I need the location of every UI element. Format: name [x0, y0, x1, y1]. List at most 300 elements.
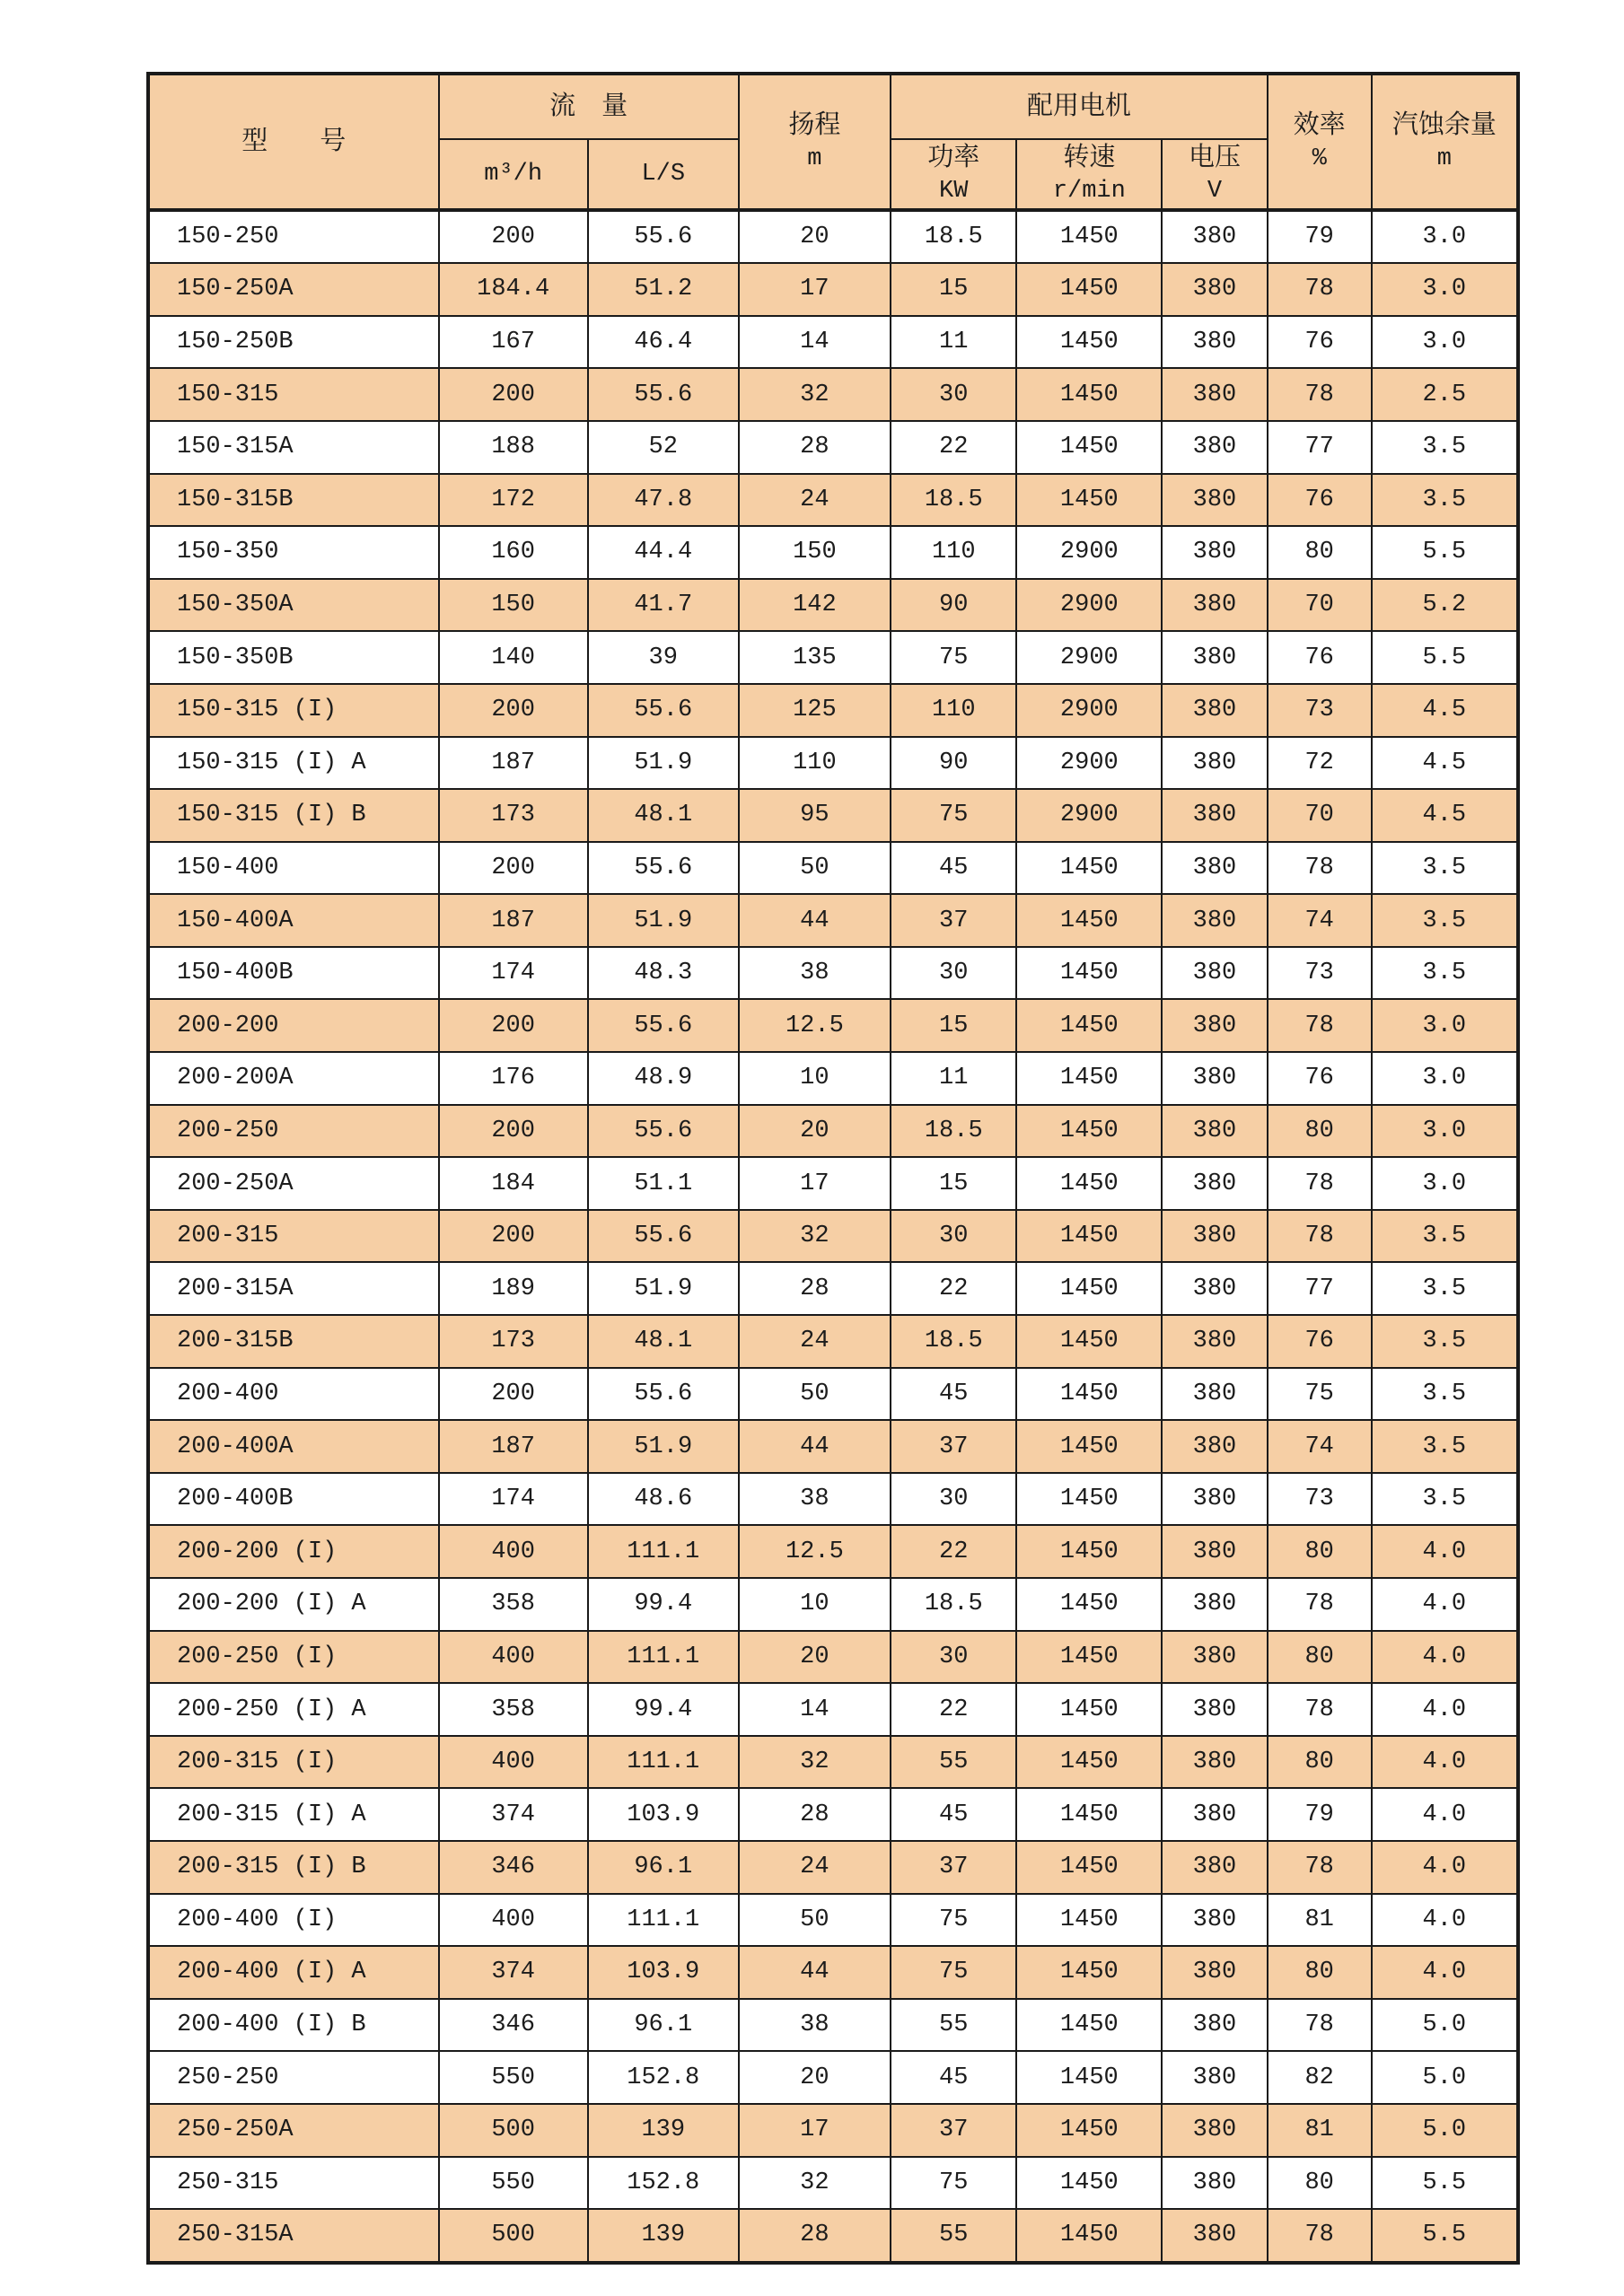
table-row [148, 947, 1518, 1000]
table-row [148, 737, 1518, 790]
cell-speed-rpm: 2900 [1016, 579, 1162, 632]
cell-efficiency-pct: 78 [1268, 1578, 1372, 1631]
cell-head-m: 17 [739, 263, 891, 316]
cell-flow-m3h: 400 [439, 1894, 588, 1947]
cell-npsh-m: 3.0 [1372, 263, 1518, 316]
table-row [148, 474, 1518, 527]
table-row [148, 2209, 1518, 2263]
cell-speed-rpm: 2900 [1016, 526, 1162, 579]
cell-head-m: 44 [739, 1420, 891, 1473]
cell-flow-m3h: 500 [439, 2104, 588, 2157]
cell-power-kw: 30 [891, 1210, 1016, 1263]
table-row [148, 894, 1518, 947]
cell-power-kw: 55 [891, 2209, 1016, 2263]
cell-power-kw: 45 [891, 2051, 1016, 2104]
cell-efficiency-pct: 76 [1268, 1052, 1372, 1105]
cell-flow-m3h: 400 [439, 1525, 588, 1578]
cell-efficiency-pct: 80 [1268, 1946, 1372, 1999]
cell-power-kw: 30 [891, 947, 1016, 1000]
cell-npsh-m: 4.0 [1372, 1631, 1518, 1684]
cell-npsh-m: 4.0 [1372, 1525, 1518, 1578]
cell-model: 200-250 (I) [148, 1631, 439, 1684]
cell-model: 200-400A [148, 1420, 439, 1473]
cell-flow-m3h: 374 [439, 1788, 588, 1841]
cell-npsh-m: 5.0 [1372, 1999, 1518, 2052]
cell-voltage-v: 380 [1162, 2051, 1268, 2104]
cell-flow-ls: 51.9 [588, 1262, 739, 1315]
cell-head-m: 95 [739, 789, 891, 842]
cell-power-kw: 37 [891, 1420, 1016, 1473]
cell-npsh-m: 3.0 [1372, 1052, 1518, 1105]
cell-power-kw: 75 [891, 1894, 1016, 1947]
cell-flow-ls: 51.1 [588, 1157, 739, 1210]
cell-speed-rpm: 1450 [1016, 2051, 1162, 2104]
cell-efficiency-pct: 80 [1268, 526, 1372, 579]
cell-efficiency-pct: 78 [1268, 2209, 1372, 2263]
cell-efficiency-pct: 78 [1268, 1999, 1372, 2052]
cell-model: 150-350 [148, 526, 439, 579]
cell-flow-m3h: 160 [439, 526, 588, 579]
table-row [148, 1736, 1518, 1789]
cell-efficiency-pct: 80 [1268, 1525, 1372, 1578]
table-row [148, 789, 1518, 842]
cell-power-kw: 75 [891, 789, 1016, 842]
cell-flow-ls: 139 [588, 2104, 739, 2157]
cell-head-m: 17 [739, 2104, 891, 2157]
cell-flow-ls: 55.6 [588, 1368, 739, 1421]
table-row [148, 368, 1518, 421]
cell-voltage-v: 380 [1162, 1525, 1268, 1578]
cell-speed-rpm: 1450 [1016, 1157, 1162, 1210]
cell-npsh-m: 4.0 [1372, 1578, 1518, 1631]
cell-head-m: 135 [739, 631, 891, 684]
cell-flow-m3h: 189 [439, 1262, 588, 1315]
header-model: 型 号 [148, 74, 439, 210]
cell-efficiency-pct: 73 [1268, 947, 1372, 1000]
cell-model: 200-400B [148, 1473, 439, 1526]
table-row [148, 1262, 1518, 1315]
cell-speed-rpm: 1450 [1016, 1631, 1162, 1684]
cell-voltage-v: 380 [1162, 631, 1268, 684]
cell-flow-m3h: 176 [439, 1052, 588, 1105]
cell-power-kw: 30 [891, 1473, 1016, 1526]
header-head-unit: m [807, 145, 822, 173]
table-row [148, 1841, 1518, 1894]
cell-power-kw: 18.5 [891, 1578, 1016, 1631]
table-row [148, 1157, 1518, 1210]
table-row [148, 684, 1518, 737]
cell-flow-m3h: 172 [439, 474, 588, 527]
cell-flow-ls: 55.6 [588, 684, 739, 737]
cell-npsh-m: 2.5 [1372, 368, 1518, 421]
cell-flow-ls: 51.9 [588, 894, 739, 947]
cell-flow-ls: 44.4 [588, 526, 739, 579]
cell-efficiency-pct: 76 [1268, 631, 1372, 684]
cell-speed-rpm: 1450 [1016, 1841, 1162, 1894]
cell-npsh-m: 4.5 [1372, 684, 1518, 737]
cell-model: 150-250A [148, 263, 439, 316]
cell-voltage-v: 380 [1162, 1262, 1268, 1315]
cell-flow-ls: 41.7 [588, 579, 739, 632]
cell-model: 250-250 [148, 2051, 439, 2104]
cell-speed-rpm: 1450 [1016, 1999, 1162, 2052]
cell-flow-m3h: 400 [439, 1736, 588, 1789]
cell-flow-ls: 55.6 [588, 210, 739, 264]
cell-power-kw: 75 [891, 2157, 1016, 2210]
table-row [148, 1315, 1518, 1368]
table-row [148, 2157, 1518, 2210]
cell-efficiency-pct: 78 [1268, 1157, 1372, 1210]
table-row [148, 1473, 1518, 1526]
cell-efficiency-pct: 70 [1268, 789, 1372, 842]
cell-speed-rpm: 1450 [1016, 1578, 1162, 1631]
cell-model: 150-315 (I) A [148, 737, 439, 790]
cell-model: 150-250B [148, 316, 439, 369]
cell-power-kw: 75 [891, 1946, 1016, 1999]
table-row [148, 999, 1518, 1052]
cell-model: 150-400B [148, 947, 439, 1000]
table-row [148, 1525, 1518, 1578]
cell-flow-m3h: 200 [439, 684, 588, 737]
cell-head-m: 32 [739, 2157, 891, 2210]
cell-speed-rpm: 1450 [1016, 2209, 1162, 2263]
cell-model: 200-400 (I) B [148, 1999, 439, 2052]
header-efficiency [1268, 74, 1372, 210]
cell-voltage-v: 380 [1162, 1788, 1268, 1841]
table-header [148, 74, 1518, 210]
cell-power-kw: 11 [891, 1052, 1016, 1105]
cell-speed-rpm: 2900 [1016, 737, 1162, 790]
header-npsh [1372, 74, 1518, 210]
cell-flow-ls: 99.4 [588, 1683, 739, 1736]
cell-power-kw: 22 [891, 1262, 1016, 1315]
cell-npsh-m: 3.0 [1372, 210, 1518, 264]
cell-voltage-v: 380 [1162, 1105, 1268, 1158]
cell-model: 150-250 [148, 210, 439, 264]
cell-head-m: 38 [739, 1473, 891, 1526]
cell-npsh-m: 5.5 [1372, 526, 1518, 579]
cell-power-kw: 45 [891, 1368, 1016, 1421]
cell-flow-ls: 48.9 [588, 1052, 739, 1105]
cell-speed-rpm: 1450 [1016, 2157, 1162, 2210]
cell-speed-rpm: 1450 [1016, 1683, 1162, 1736]
cell-npsh-m: 5.2 [1372, 579, 1518, 632]
cell-voltage-v: 380 [1162, 789, 1268, 842]
cell-efficiency-pct: 78 [1268, 1841, 1372, 1894]
pump-spec-table [146, 72, 1520, 2265]
cell-efficiency-pct: 73 [1268, 1473, 1372, 1526]
cell-flow-ls: 48.1 [588, 789, 739, 842]
cell-flow-ls: 103.9 [588, 1788, 739, 1841]
cell-flow-ls: 52 [588, 421, 739, 474]
cell-speed-rpm: 1450 [1016, 1946, 1162, 1999]
cell-flow-m3h: 187 [439, 1420, 588, 1473]
cell-voltage-v: 380 [1162, 1894, 1268, 1947]
cell-model: 200-315A [148, 1262, 439, 1315]
cell-power-kw: 37 [891, 2104, 1016, 2157]
table-body [148, 210, 1518, 2263]
header-flow-ls: L/S [588, 139, 739, 210]
cell-efficiency-pct: 81 [1268, 2104, 1372, 2157]
cell-speed-rpm: 1450 [1016, 947, 1162, 1000]
cell-efficiency-pct: 80 [1268, 2157, 1372, 2210]
header-speed-unit: r/min [1052, 178, 1126, 206]
cell-efficiency-pct: 74 [1268, 894, 1372, 947]
header-speed-label: 转速 [1063, 143, 1116, 171]
cell-efficiency-pct: 79 [1268, 210, 1372, 264]
cell-head-m: 24 [739, 1315, 891, 1368]
cell-model: 200-250 (I) A [148, 1683, 439, 1736]
cell-model: 200-315B [148, 1315, 439, 1368]
table-row [148, 842, 1518, 895]
cell-speed-rpm: 2900 [1016, 789, 1162, 842]
table-row [148, 1368, 1518, 1421]
cell-efficiency-pct: 82 [1268, 2051, 1372, 2104]
cell-flow-m3h: 500 [439, 2209, 588, 2263]
cell-speed-rpm: 2900 [1016, 684, 1162, 737]
cell-npsh-m: 4.0 [1372, 1736, 1518, 1789]
cell-flow-ls: 111.1 [588, 1525, 739, 1578]
cell-voltage-v: 380 [1162, 1683, 1268, 1736]
cell-model: 150-400A [148, 894, 439, 947]
cell-voltage-v: 380 [1162, 1315, 1268, 1368]
cell-efficiency-pct: 80 [1268, 1736, 1372, 1789]
cell-npsh-m: 5.5 [1372, 2157, 1518, 2210]
cell-speed-rpm: 1450 [1016, 316, 1162, 369]
cell-flow-ls: 51.9 [588, 1420, 739, 1473]
cell-speed-rpm: 1450 [1016, 368, 1162, 421]
cell-head-m: 44 [739, 1946, 891, 1999]
cell-flow-ls: 99.4 [588, 1578, 739, 1631]
cell-speed-rpm: 1450 [1016, 474, 1162, 527]
cell-npsh-m: 3.5 [1372, 1473, 1518, 1526]
cell-efficiency-pct: 77 [1268, 1262, 1372, 1315]
cell-flow-m3h: 550 [439, 2051, 588, 2104]
cell-flow-m3h: 374 [439, 1946, 588, 1999]
cell-efficiency-pct: 76 [1268, 1315, 1372, 1368]
cell-efficiency-pct: 75 [1268, 1368, 1372, 1421]
cell-head-m: 14 [739, 1683, 891, 1736]
cell-flow-m3h: 346 [439, 1999, 588, 2052]
cell-voltage-v: 380 [1162, 474, 1268, 527]
cell-head-m: 20 [739, 210, 891, 264]
cell-flow-ls: 55.6 [588, 1210, 739, 1263]
cell-model: 200-400 (I) [148, 1894, 439, 1947]
cell-voltage-v: 380 [1162, 1157, 1268, 1210]
cell-flow-m3h: 173 [439, 1315, 588, 1368]
cell-voltage-v: 380 [1162, 526, 1268, 579]
cell-speed-rpm: 1450 [1016, 421, 1162, 474]
cell-model: 250-315 [148, 2157, 439, 2210]
cell-speed-rpm: 1450 [1016, 894, 1162, 947]
cell-flow-ls: 111.1 [588, 1631, 739, 1684]
cell-speed-rpm: 1450 [1016, 1052, 1162, 1105]
cell-head-m: 50 [739, 842, 891, 895]
cell-voltage-v: 380 [1162, 1946, 1268, 1999]
cell-head-m: 32 [739, 1736, 891, 1789]
table-row [148, 2051, 1518, 2104]
cell-voltage-v: 380 [1162, 1578, 1268, 1631]
cell-model: 200-200 (I) [148, 1525, 439, 1578]
cell-npsh-m: 3.5 [1372, 421, 1518, 474]
cell-power-kw: 18.5 [891, 474, 1016, 527]
cell-power-kw: 15 [891, 1157, 1016, 1210]
cell-efficiency-pct: 76 [1268, 474, 1372, 527]
cell-model: 200-315 (I) B [148, 1841, 439, 1894]
cell-head-m: 50 [739, 1894, 891, 1947]
cell-voltage-v: 380 [1162, 1473, 1268, 1526]
cell-power-kw: 18.5 [891, 210, 1016, 264]
cell-flow-ls: 96.1 [588, 1841, 739, 1894]
cell-power-kw: 15 [891, 999, 1016, 1052]
cell-speed-rpm: 1450 [1016, 1525, 1162, 1578]
cell-flow-ls: 48.1 [588, 1315, 739, 1368]
cell-model: 150-350A [148, 579, 439, 632]
header-row-1 [148, 74, 1518, 139]
cell-voltage-v: 380 [1162, 2104, 1268, 2157]
cell-voltage-v: 380 [1162, 842, 1268, 895]
cell-efficiency-pct: 77 [1268, 421, 1372, 474]
cell-voltage-v: 380 [1162, 579, 1268, 632]
cell-head-m: 17 [739, 1157, 891, 1210]
table-row [148, 1420, 1518, 1473]
cell-power-kw: 30 [891, 1631, 1016, 1684]
cell-flow-m3h: 200 [439, 1210, 588, 1263]
cell-efficiency-pct: 72 [1268, 737, 1372, 790]
cell-head-m: 28 [739, 421, 891, 474]
table-row [148, 1788, 1518, 1841]
header-efficiency-label: 效率 [1293, 110, 1346, 139]
cell-flow-ls: 39 [588, 631, 739, 684]
cell-voltage-v: 380 [1162, 1841, 1268, 1894]
cell-model: 200-200 [148, 999, 439, 1052]
cell-model: 200-315 (I) [148, 1736, 439, 1789]
cell-voltage-v: 380 [1162, 210, 1268, 264]
cell-npsh-m: 3.5 [1372, 947, 1518, 1000]
cell-npsh-m: 4.0 [1372, 1894, 1518, 1947]
table-row [148, 316, 1518, 369]
cell-flow-m3h: 188 [439, 421, 588, 474]
cell-efficiency-pct: 78 [1268, 1210, 1372, 1263]
cell-head-m: 50 [739, 1368, 891, 1421]
table-row [148, 1052, 1518, 1105]
cell-head-m: 20 [739, 1105, 891, 1158]
table-row [148, 1683, 1518, 1736]
cell-efficiency-pct: 80 [1268, 1105, 1372, 1158]
cell-flow-m3h: 200 [439, 842, 588, 895]
cell-flow-m3h: 200 [439, 1368, 588, 1421]
cell-voltage-v: 380 [1162, 947, 1268, 1000]
cell-power-kw: 90 [891, 579, 1016, 632]
cell-model: 200-250 [148, 1105, 439, 1158]
cell-npsh-m: 4.5 [1372, 737, 1518, 790]
cell-speed-rpm: 1450 [1016, 1473, 1162, 1526]
cell-speed-rpm: 1450 [1016, 999, 1162, 1052]
header-voltage [1162, 139, 1268, 210]
cell-flow-ls: 96.1 [588, 1999, 739, 2052]
cell-speed-rpm: 1450 [1016, 1315, 1162, 1368]
cell-voltage-v: 380 [1162, 1999, 1268, 2052]
cell-head-m: 150 [739, 526, 891, 579]
cell-head-m: 28 [739, 1788, 891, 1841]
table-row [148, 579, 1518, 632]
header-power [891, 139, 1016, 210]
cell-voltage-v: 380 [1162, 316, 1268, 369]
cell-npsh-m: 4.0 [1372, 1788, 1518, 1841]
table-row [148, 1999, 1518, 2052]
cell-efficiency-pct: 80 [1268, 1631, 1372, 1684]
cell-flow-m3h: 200 [439, 1105, 588, 1158]
cell-model: 150-315 (I) B [148, 789, 439, 842]
header-power-unit: KW [939, 178, 969, 206]
cell-voltage-v: 380 [1162, 1368, 1268, 1421]
cell-head-m: 12.5 [739, 1525, 891, 1578]
cell-efficiency-pct: 74 [1268, 1420, 1372, 1473]
cell-flow-ls: 139 [588, 2209, 739, 2263]
cell-speed-rpm: 2900 [1016, 631, 1162, 684]
cell-npsh-m: 3.5 [1372, 1368, 1518, 1421]
cell-power-kw: 45 [891, 842, 1016, 895]
cell-flow-ls: 55.6 [588, 368, 739, 421]
cell-flow-m3h: 187 [439, 737, 588, 790]
cell-voltage-v: 380 [1162, 1210, 1268, 1263]
cell-voltage-v: 380 [1162, 2209, 1268, 2263]
cell-efficiency-pct: 76 [1268, 316, 1372, 369]
cell-flow-ls: 51.9 [588, 737, 739, 790]
cell-npsh-m: 5.0 [1372, 2104, 1518, 2157]
cell-power-kw: 30 [891, 368, 1016, 421]
cell-model: 150-315B [148, 474, 439, 527]
cell-efficiency-pct: 78 [1268, 999, 1372, 1052]
cell-flow-m3h: 174 [439, 947, 588, 1000]
table-row [148, 631, 1518, 684]
cell-model: 200-200 (I) A [148, 1578, 439, 1631]
cell-head-m: 44 [739, 894, 891, 947]
cell-voltage-v: 380 [1162, 1052, 1268, 1105]
cell-flow-m3h: 173 [439, 789, 588, 842]
header-flow: 流 量 [439, 74, 739, 139]
table-row [148, 210, 1518, 264]
cell-model: 200-315 (I) A [148, 1788, 439, 1841]
cell-npsh-m: 3.5 [1372, 1315, 1518, 1368]
cell-power-kw: 90 [891, 737, 1016, 790]
cell-speed-rpm: 1450 [1016, 1105, 1162, 1158]
cell-power-kw: 22 [891, 1525, 1016, 1578]
cell-flow-ls: 111.1 [588, 1894, 739, 1947]
cell-flow-m3h: 150 [439, 579, 588, 632]
cell-model: 150-350B [148, 631, 439, 684]
header-voltage-label: 电压 [1188, 143, 1241, 171]
cell-npsh-m: 3.0 [1372, 999, 1518, 1052]
cell-npsh-m: 3.0 [1372, 1157, 1518, 1210]
cell-flow-m3h: 184.4 [439, 263, 588, 316]
header-npsh-label: 汽蚀余量 [1391, 110, 1497, 139]
table-row [148, 1578, 1518, 1631]
cell-flow-ls: 55.6 [588, 999, 739, 1052]
cell-model: 200-400 [148, 1368, 439, 1421]
cell-power-kw: 55 [891, 1736, 1016, 1789]
cell-npsh-m: 4.0 [1372, 1841, 1518, 1894]
cell-power-kw: 15 [891, 263, 1016, 316]
cell-npsh-m: 3.5 [1372, 894, 1518, 947]
cell-npsh-m: 3.5 [1372, 1420, 1518, 1473]
cell-head-m: 32 [739, 368, 891, 421]
cell-model: 200-315 [148, 1210, 439, 1263]
cell-speed-rpm: 1450 [1016, 1788, 1162, 1841]
cell-model: 150-400 [148, 842, 439, 895]
cell-npsh-m: 4.0 [1372, 1683, 1518, 1736]
cell-voltage-v: 380 [1162, 2157, 1268, 2210]
